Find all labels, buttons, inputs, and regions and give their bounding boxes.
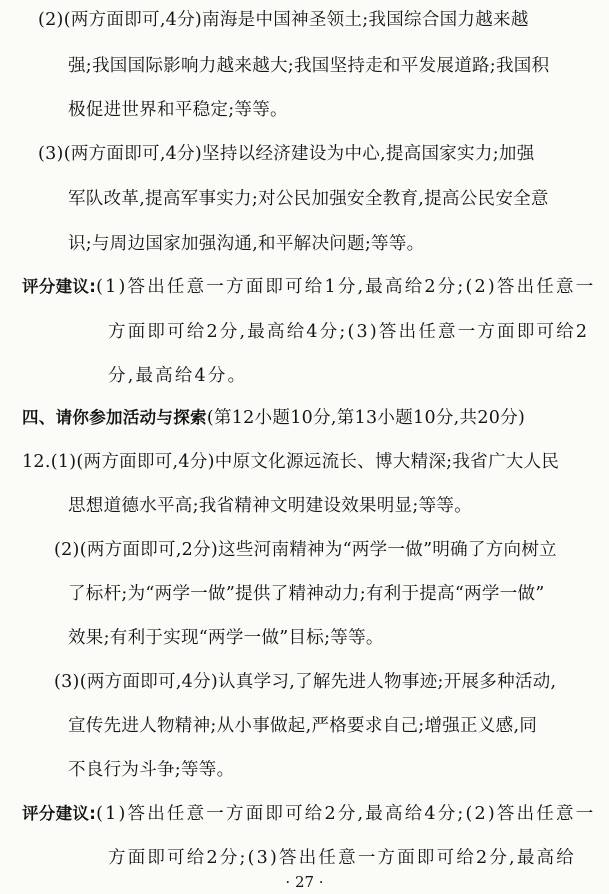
answer-12-2-line-1: (2)(两方面即可,2分)这些河南精神为“两学一做”明确了方向树立 [54, 540, 557, 560]
answer-12-1-line-2: 思想道德水平高;我省精神文明建设效果明显;等等。 [68, 496, 472, 516]
section-4-points-note: (第12小题10分,第13小题10分,共20分) [206, 408, 526, 428]
answer-11-3-line-3: 识;与周边国家加强沟通,和平解决问题;等等。 [68, 234, 425, 254]
scoring-12-text-1: (1)答出任意一方面即可给2分,最高给4分;(2)答出任意一 [96, 804, 596, 824]
answer-11-2-line-3: 极促进世界和平稳定;等等。 [68, 100, 288, 120]
answer-12-3-line-3: 不良行为斗争;等等。 [68, 760, 235, 780]
answer-12-2-line-3: 效果;有利于实现“两学一做”目标;等等。 [68, 628, 384, 648]
answer-11-2-line-2: 强;我国国际影响力越来越大;我国坚持走和平发展道路;我国积 [68, 56, 550, 76]
page-number: · 27 · [285, 873, 324, 891]
answer-11-3-line-2: 军队改革,提高军事实力;对公民加强安全教育,提高公民安全意 [68, 189, 549, 209]
answer-12-2-line-2: 了标杆;为“两学一做”提供了精神动力;有利于提高“两学一做” [68, 584, 545, 604]
answer-12-1-line-1: 12.(1)(两方面即可,4分)中原文化源远流长、博大精深;我省广大人民 [22, 452, 560, 472]
answer-12-3-line-1: (3)(两方面即可,4分)认真学习,了解先进人物事迹;开展多种活动, [54, 672, 557, 692]
scoring-11-label: 评分建议: [22, 277, 97, 296]
scoring-11-text-1: (1)答出任意一方面即可给1分,最高给2分;(2)答出任意一 [96, 277, 596, 297]
scoring-12-line-2: 方面即可给2分;(3)答出任意一方面即可给2分,最高给 [108, 848, 576, 868]
scoring-11-line-1 [22, 275, 595, 299]
section-4-title: 四、请你参加活动与探索 [22, 408, 207, 427]
scoring-12-label: 评分建议: [22, 804, 97, 823]
scoring-11-line-2: 方面即可给2分,最高给4分;(3)答出任意一方面即可给2 [108, 322, 590, 342]
answer-11-3-line-1: (3)(两方面即可,4分)坚持以经济建设为中心,提高国家实力;加强 [38, 144, 535, 164]
answer-12-3-line-2: 宣传先进人物精神;从小事做起,严格要求自己;增强正义感,同 [68, 716, 538, 736]
section-4-heading [22, 406, 525, 430]
answer-11-2-line-1: (2)(两方面即可,4分)南海是中国神圣领土;我国综合国力越来越 [38, 10, 529, 30]
scoring-12-line-1 [22, 802, 595, 826]
scoring-11-line-3: 分,最高给4分。 [108, 366, 248, 386]
